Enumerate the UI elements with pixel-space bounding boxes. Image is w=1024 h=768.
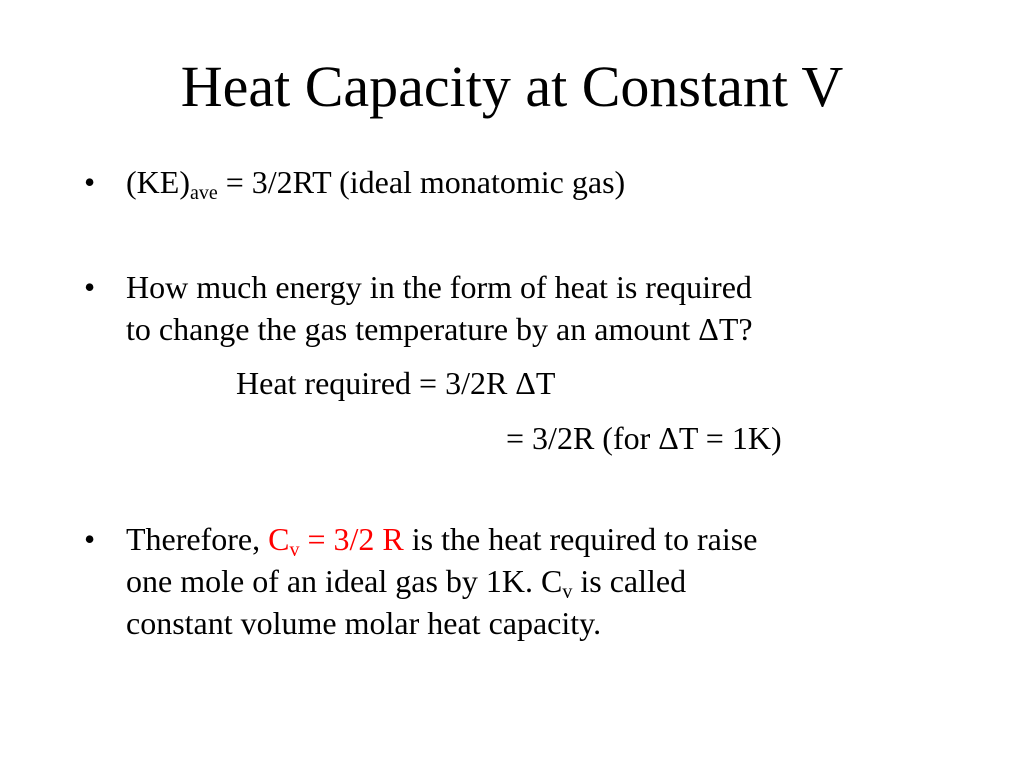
question-line-1: How much energy in the form of heat is required [126,269,752,305]
ke-label: (KE) [126,164,190,200]
bullet-therefore [84,518,944,644]
line2-prefix: one mole of an ideal gas by 1K. C [126,563,563,599]
bullet-text [126,518,944,644]
ke-subscript: ave [189,182,218,204]
slide-title: Heat Capacity at Constant V [180,54,844,119]
bullet-text [126,161,944,203]
equation-heat-required: Heat required = 3/2R ΔT [236,365,556,401]
therefore-line-3: constant volume molar heat capacity. [126,605,602,641]
therefore-prefix: Therefore, [126,521,269,557]
line2-rest: is called [572,563,687,599]
bullet-dot: • [84,521,96,557]
therefore-rest: is the heat required to raise [403,521,758,557]
cv-highlight [268,521,404,561]
question-line-2: to change the gas temperature by an amount ΔT? [126,311,753,347]
therefore-line-1 [126,518,944,560]
bullet-energy-question [84,266,944,350]
cv-subscript-2: v [562,581,573,603]
equation-for-delta-t: = 3/2R (for ΔT = 1K) [506,420,782,456]
bullet-ke-average [84,161,944,203]
ke-equation: = 3/2RT (ideal monatomic gas) [217,164,626,200]
bullet-dot: • [84,164,96,200]
bullet-text [126,266,944,350]
cv-subscript: v [289,539,300,561]
bullet-dot: • [84,269,96,305]
cv-value: = 3/2 R [299,521,404,557]
cv-symbol: C [268,521,290,557]
therefore-line-2 [126,560,944,602]
